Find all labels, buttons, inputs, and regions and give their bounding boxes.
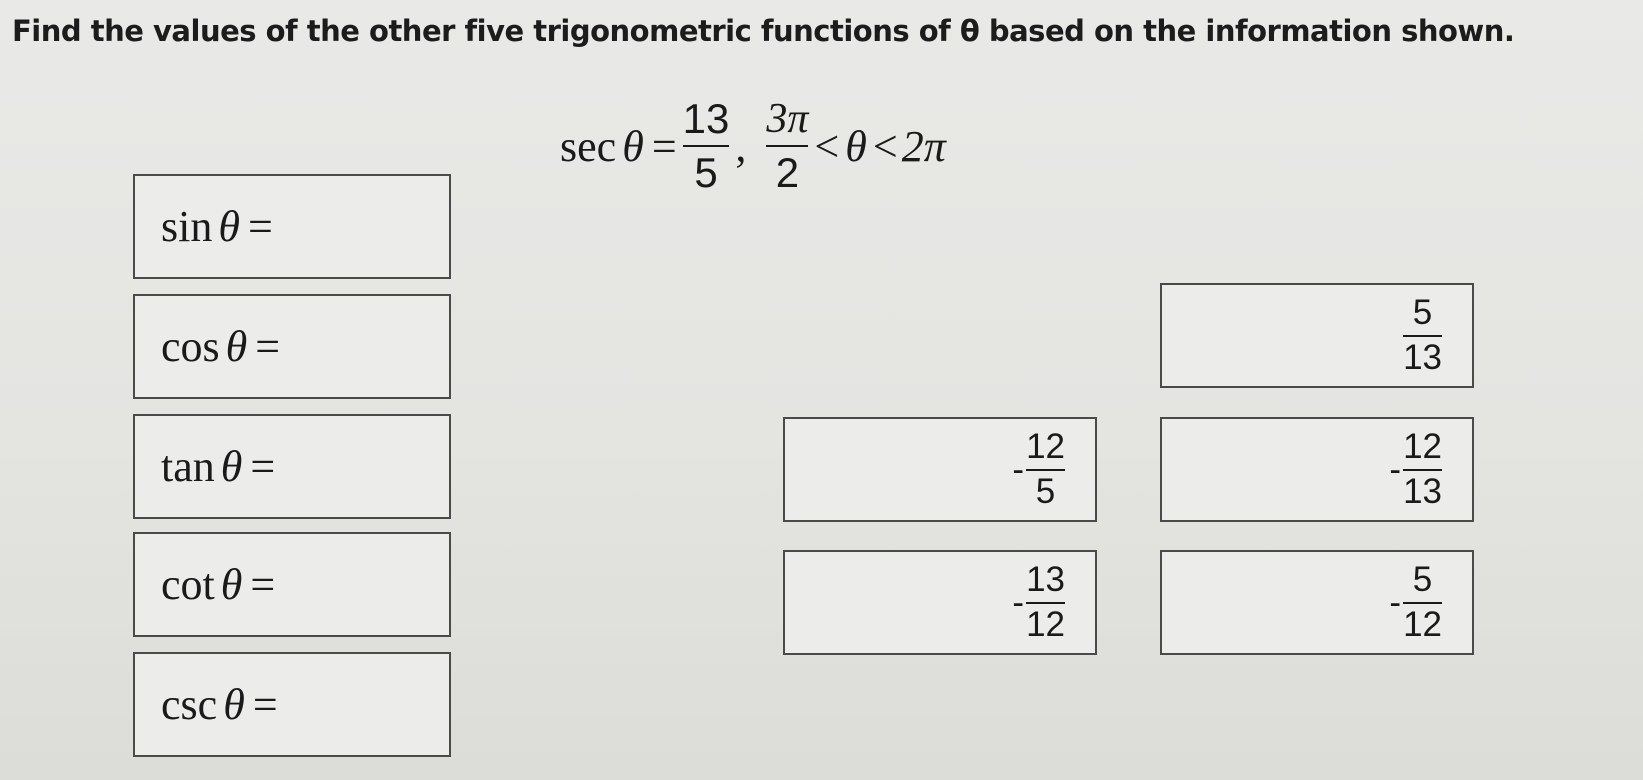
equals-sign: = [255, 322, 281, 371]
given-upper: 2π [901, 121, 946, 171]
tile-fraction [1403, 559, 1442, 644]
tile-denominator: 12 [1026, 604, 1065, 644]
theta-symbol: θ [225, 322, 248, 371]
equals-sign: = [250, 560, 276, 609]
answer-tile[interactable] [1160, 283, 1474, 388]
tile-fraction [1403, 426, 1442, 511]
theta-symbol: θ [220, 560, 243, 609]
target-func-label: cot [161, 560, 215, 609]
theta-symbol: θ [220, 442, 243, 491]
given-lower-fraction [766, 96, 808, 196]
tile-denominator: 12 [1403, 604, 1442, 644]
tile-sign: - [1012, 582, 1025, 622]
given-theta-2: θ [845, 121, 867, 171]
target-func-label: csc [161, 680, 218, 729]
target-func-label: sin [161, 202, 213, 251]
fraction-bar [766, 145, 808, 147]
tile-sign: - [1389, 582, 1402, 622]
tile-numerator: 5 [1412, 292, 1433, 332]
fraction-bar [1026, 469, 1065, 471]
drop-target-cos[interactable] [133, 294, 451, 399]
given-value-fraction [683, 96, 730, 196]
given-less-than-1: < [814, 121, 840, 171]
fraction-bar [1403, 335, 1442, 337]
given-value-den: 5 [694, 149, 718, 197]
tile-fraction [1026, 559, 1065, 644]
given-comma: , [735, 121, 747, 171]
answer-tile[interactable] [1160, 417, 1474, 522]
tile-denominator: 13 [1403, 337, 1442, 377]
fraction-bar [1403, 469, 1442, 471]
fraction-bar [1026, 602, 1065, 604]
tile-numerator: 5 [1412, 559, 1433, 599]
answer-tile[interactable] [783, 417, 1097, 522]
theta-symbol: θ [218, 202, 240, 251]
drop-target-csc[interactable] [133, 652, 451, 757]
tile-fraction [1403, 292, 1442, 377]
given-value-num: 13 [682, 95, 730, 142]
equals-sign: = [250, 442, 276, 491]
answer-tile[interactable] [1160, 550, 1474, 655]
tile-sign: - [1012, 449, 1025, 489]
theta-symbol: θ [223, 680, 245, 729]
tile-fraction [1026, 426, 1065, 511]
given-equals: = [651, 121, 677, 171]
drop-target-sin[interactable] [133, 174, 451, 279]
tile-denominator: 13 [1403, 471, 1442, 511]
fraction-bar [683, 145, 730, 147]
tile-denominator: 5 [1035, 471, 1056, 511]
tile-numerator: 12 [1026, 426, 1065, 466]
tile-sign: - [1389, 449, 1402, 489]
given-lower-num: 3π [766, 96, 809, 142]
given-theta: θ [622, 121, 644, 171]
given-less-than-2: < [872, 121, 898, 171]
target-func-label: cos [161, 322, 220, 371]
given-func: sec [560, 121, 617, 171]
tile-numerator: 13 [1026, 559, 1065, 599]
equals-sign: = [252, 680, 278, 729]
fraction-bar [1403, 602, 1442, 604]
instructions-text: Find the values of the other five trigonometric functions of θ based on the information shown. [12, 14, 1515, 48]
given-equation [560, 96, 946, 196]
tile-numerator: 12 [1403, 426, 1442, 466]
given-lower-den: 2 [775, 149, 800, 197]
drop-target-tan[interactable] [133, 414, 451, 519]
equals-sign: = [247, 202, 273, 251]
drop-target-cot[interactable] [133, 532, 451, 637]
answer-tile[interactable] [783, 550, 1097, 655]
target-func-label: tan [161, 442, 215, 491]
